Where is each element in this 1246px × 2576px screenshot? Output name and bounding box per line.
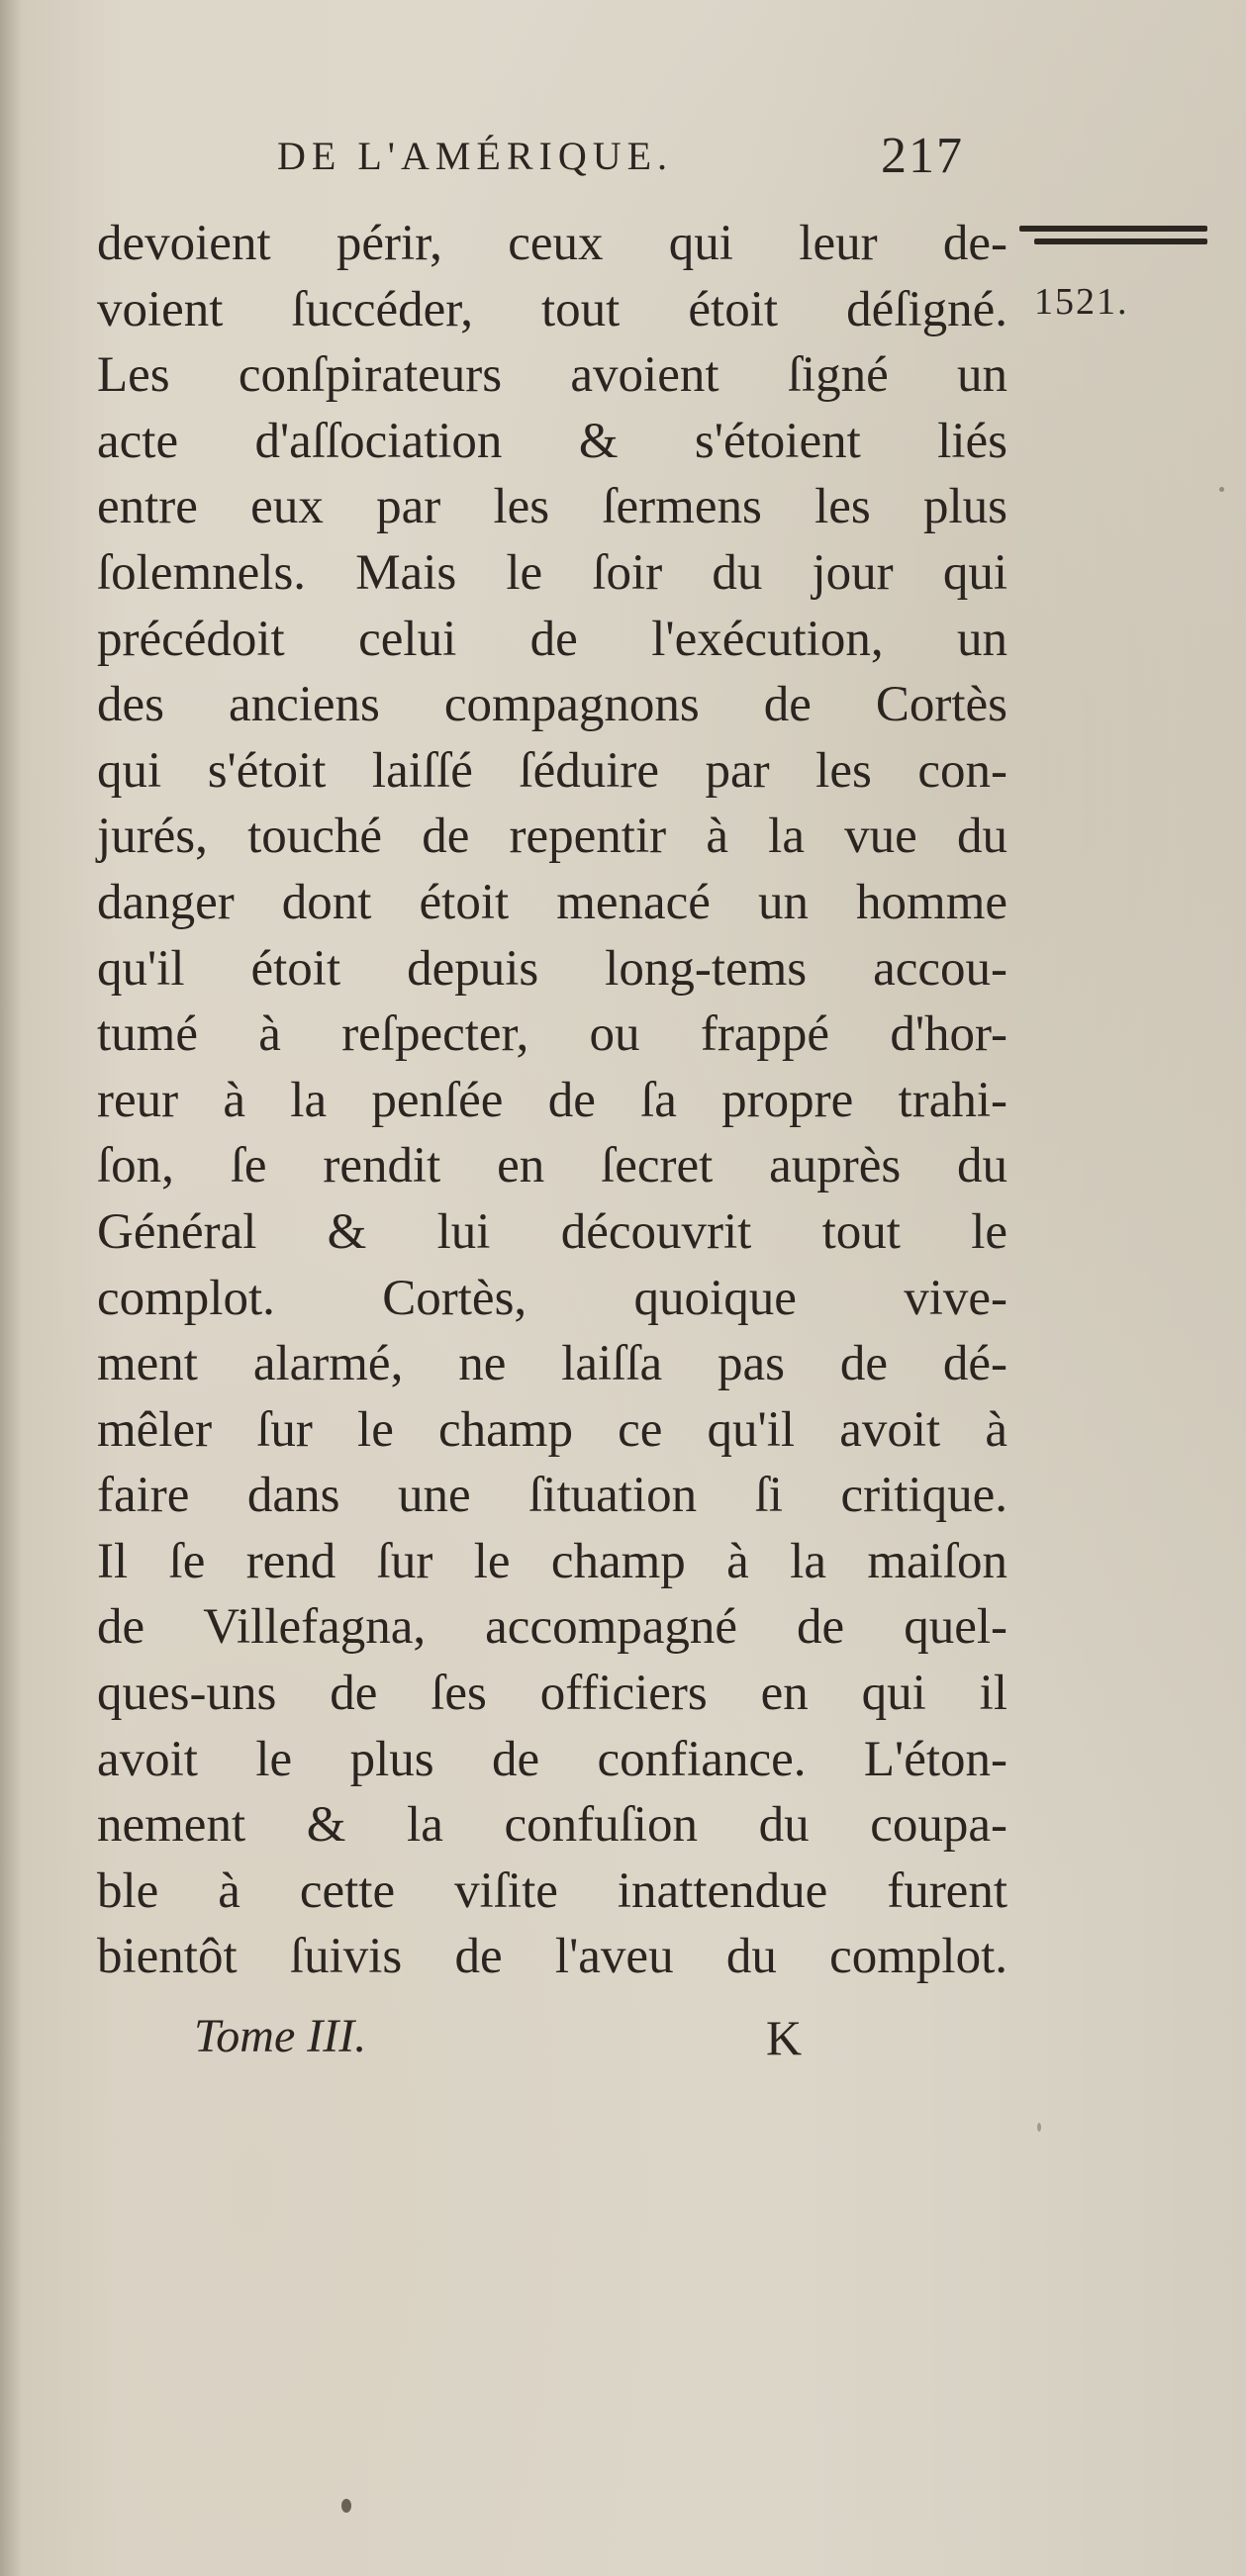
ink-speck (1037, 2123, 1041, 2132)
body-line: complot. Cortès, quoique vive- (97, 1270, 1007, 1326)
body-line: qu'il étoit depuis long-tems accou- (97, 940, 1007, 997)
body-line: avoit le plus de confiance. L'éton- (97, 1731, 1007, 1787)
body-line: ble à cette viſite inattendue furent (97, 1862, 1007, 1919)
body-line: jurés, touché de repentir à la vue du (97, 809, 1007, 865)
body-line: ſolemnels. Mais le ſoir du jour qui (97, 544, 1007, 601)
signature-mark: K (766, 2010, 803, 2065)
body-line: reur à la penſée de ſa propre trahi- (97, 1072, 1007, 1128)
body-line: ment alarmé, ne laiſſa pas de dé- (97, 1336, 1007, 1392)
body-line: entre eux par les ſermens les plus (97, 479, 1007, 535)
body-line: danger dont étoit menacé un homme (97, 874, 1007, 930)
body-text (97, 211, 1007, 1990)
body-line: qui s'étoit laiſſé ſéduire par les con- (97, 742, 1007, 799)
body-line: de Villefagna, accompagné de quel- (97, 1599, 1007, 1656)
volume-label: Tome III. (194, 2010, 367, 2062)
body-line: ques-uns de ſes officiers en qui il (97, 1666, 1007, 1722)
ink-speck (1219, 487, 1224, 492)
page-number: 217 (881, 128, 964, 184)
margin-rule (1019, 226, 1207, 251)
body-line: Les conſpirateurs avoient ſigné un (97, 347, 1007, 404)
body-line: nement & la confuſion du coupa- (97, 1797, 1007, 1854)
ink-speck (341, 2499, 351, 2513)
body-line: acte d'aſſociation & s'étoient liés (97, 413, 1007, 469)
body-line: tumé à reſpecter, ou frappé d'hor- (97, 1006, 1007, 1063)
body-line: précédoit celui de l'exécution, un (97, 611, 1007, 667)
body-line: Il ſe rend ſur le champ à la maiſon (97, 1533, 1007, 1589)
body-line: bientôt ſuivis de l'aveu du complot. (97, 1929, 1007, 1985)
page-footer (194, 2009, 887, 2078)
body-line: Général & lui découvrit tout le (97, 1203, 1007, 1260)
page-header (277, 127, 1009, 186)
body-line: faire dans une ſituation ſi critique. (97, 1468, 1007, 1524)
body-line: voient ſuccéder, tout étoit déſigné. (97, 281, 1007, 337)
margin-rule-line-1 (1019, 226, 1207, 232)
running-title: DE L'AMÉRIQUE. (277, 134, 674, 178)
body-line: devoient périr, ceux qui leur de- (97, 216, 1007, 271)
body-line: mêler ſur le champ ce qu'il avoit à (97, 1401, 1007, 1458)
margin-rule-line-2 (1034, 239, 1207, 244)
body-line: des anciens compagnons de Cortès (97, 677, 1007, 733)
body-line: ſon, ſe rendit en ſecret auprès du (97, 1138, 1007, 1194)
page-gutter-shadow (0, 0, 22, 2576)
margin-year: 1521. (1034, 281, 1129, 323)
